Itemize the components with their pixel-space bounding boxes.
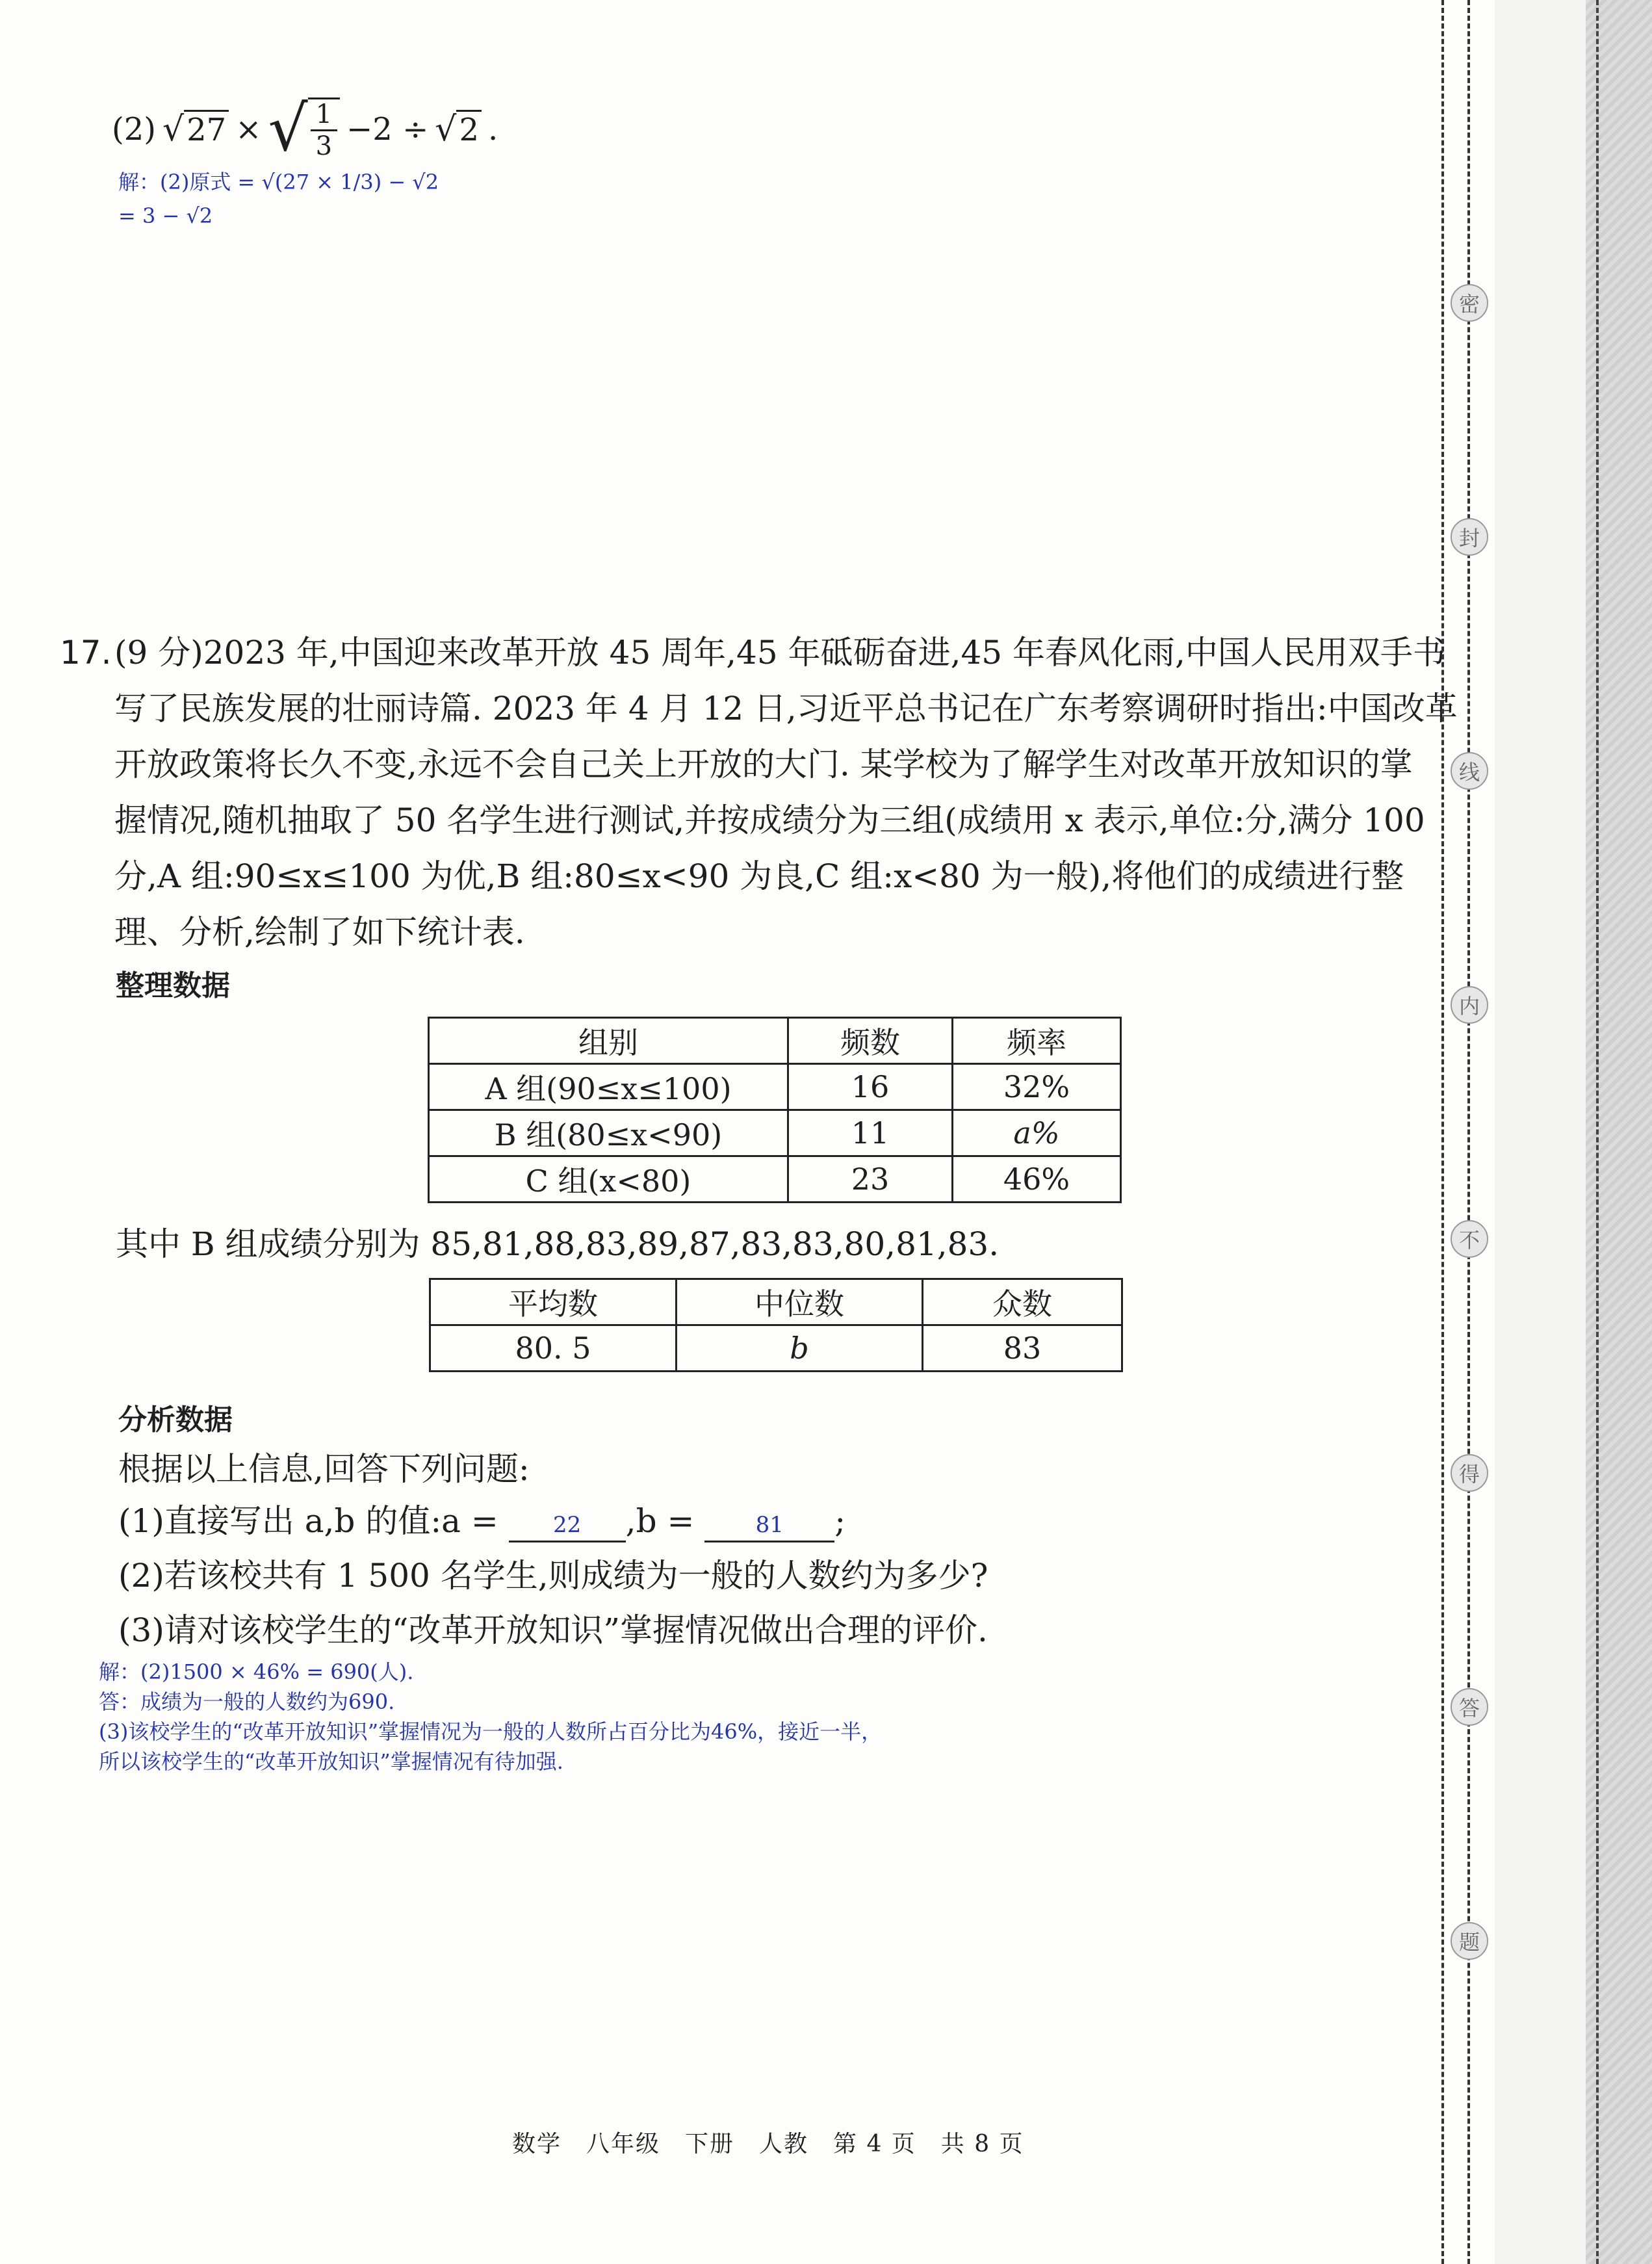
header-mode: 众数 xyxy=(923,1279,1122,1325)
sqrt-27: √ 27 xyxy=(162,110,229,149)
fraction-one-third: $\frac{1}{3}$ xyxy=(308,98,340,161)
q17-line-1: (9 分)2023 年,中国迎来改革开放 45 周年,45 年砥砺奋进,45 年春风化雨,中国人民用双手书 xyxy=(114,634,1445,671)
q16-part2-expression: (2) √ 27 × √ $\frac{1}{3}$ −2 ÷ √ 2 . xyxy=(112,92,498,165)
seal-char-8: 题 xyxy=(1451,1922,1488,1960)
header-mean: 平均数 xyxy=(430,1279,677,1325)
seal-char-3: 线 xyxy=(1451,752,1488,790)
q16-answer-line-1: 解：(2)原式 = √(27 × 1/3) − √2 xyxy=(118,170,439,194)
table-header-row xyxy=(429,1018,1121,1064)
b-group-scores: 其中 B 组成绩分别为 85,81,88,83,89,87,83,83,80,81,83. xyxy=(116,1225,1000,1263)
q16-part2-label: (2) xyxy=(112,111,156,148)
header-frequency-count: 频数 xyxy=(788,1018,953,1064)
answer-b-blank: 81 xyxy=(704,1509,834,1542)
table-row: B 组(80≤x<90) 11 a% xyxy=(429,1110,1121,1156)
section-organize-data: 整理数据 xyxy=(116,969,230,1002)
binding-line-left xyxy=(1441,0,1444,2264)
q17-line-4: 握情况,随机抽取了 50 名学生进行测试,并按成绩分为三组(成绩用 x 表示,单位:分,满分 100 xyxy=(114,801,1425,839)
sqrt-one-third: √ $\frac{1}{3}$ xyxy=(268,98,340,161)
mode-value: 83 xyxy=(923,1325,1122,1372)
mean-value: 80. 5 xyxy=(430,1325,677,1372)
seal-char-5: 不 xyxy=(1451,1220,1488,1258)
answer-a-blank: 22 xyxy=(509,1509,626,1542)
seal-char-4: 内 xyxy=(1451,986,1488,1024)
q17-line-6: 理、分析,绘制了如下统计表. xyxy=(114,913,525,951)
statistics-table xyxy=(429,1278,1123,1372)
table-row: C 组(x<80) 23 46% xyxy=(429,1156,1121,1203)
sqrt-2: √ 2 xyxy=(435,110,482,149)
q17-number: 17. xyxy=(60,634,112,671)
q17-line-2: 写了民族发展的壮丽诗篇. 2023 年 4 月 12 日,习近平总书记在广东考察调研时指出:中国改革 xyxy=(114,690,1458,727)
header-median: 中位数 xyxy=(677,1279,923,1325)
section-analyze-data: 分析数据 xyxy=(118,1403,233,1437)
seal-char-7: 答 xyxy=(1451,1688,1488,1726)
seal-char-2: 封 xyxy=(1451,518,1488,556)
q17-sub3: (3)请对该校学生的“改革开放知识”掌握情况做出合理的评价. xyxy=(118,1611,988,1649)
table-row: A 组(90≤x≤100) 16 32% xyxy=(429,1064,1121,1110)
header-frequency-rate: 频率 xyxy=(953,1018,1121,1064)
header-group: 组别 xyxy=(429,1018,788,1064)
q17-answer-line-3: (3)该校学生的“改革开放知识”掌握情况为一般的人数所占百分比为46%，接近一半， xyxy=(99,1719,883,1744)
page-footer: 数学 八年级 下册 人教 第 4 页 共 8 页 xyxy=(512,2131,1024,2157)
seal-char-6: 得 xyxy=(1451,1454,1488,1492)
q17-answer-line-2: 答：成绩为一般的人数约为690. xyxy=(99,1689,395,1714)
q17-prompt: 根据以上信息,回答下列问题: xyxy=(118,1450,530,1488)
q17-answer-line-4: 所以该校学生的“改革开放知识”掌握情况有待加强. xyxy=(99,1749,563,1774)
q17-answer-line-1: 解：(2)1500 × 46% = 690(人). xyxy=(99,1659,414,1684)
seal-char-1: 密 xyxy=(1451,284,1488,322)
q17-line-5: 分,A 组:90≤x≤100 为优,B 组:80≤x<90 为良,C 组:x<80 为一般),将他们的成绩进行整 xyxy=(114,857,1404,895)
binding-line-right xyxy=(1596,0,1599,2264)
q17-sub1: (1)直接写出 a,b 的值:a = 22 ,b = 81 ; xyxy=(118,1492,845,1550)
median-value: b xyxy=(677,1325,923,1372)
frequency-table xyxy=(428,1017,1122,1203)
q16-answer-line-2: = 3 − √2 xyxy=(118,203,213,228)
q17-sub2: (2)若该校共有 1 500 名学生,则成绩为一般的人数约为多少? xyxy=(118,1557,988,1594)
table-row xyxy=(430,1325,1122,1372)
table-header-row xyxy=(430,1279,1122,1325)
q17-line-3: 开放政策将长久不变,永远不会自己关上开放的大门. 某学校为了解学生对改革开放知识的掌 xyxy=(114,746,1413,783)
margin-blank xyxy=(1495,0,1586,2264)
